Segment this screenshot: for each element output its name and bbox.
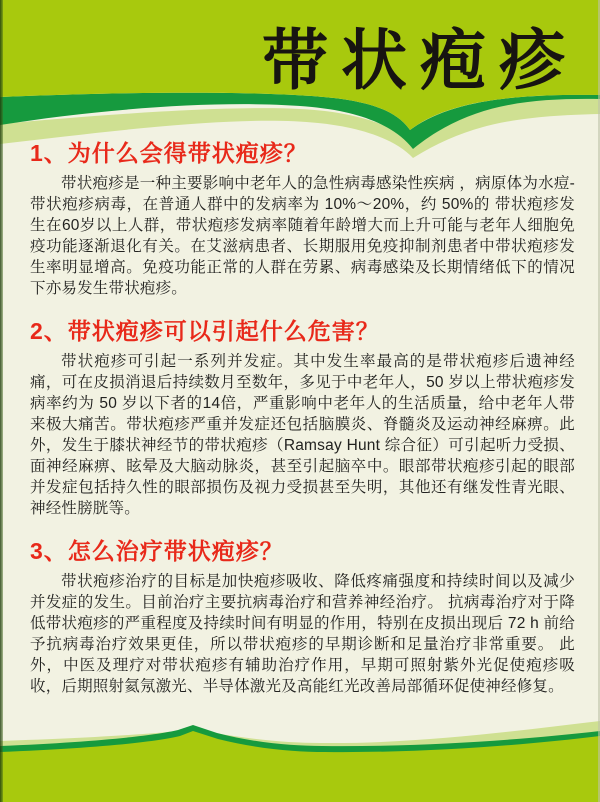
section-2-body: 带状疱疹可引起一系列并发症。其中发生率最高的是带状疱疹后遗神经痛，可在皮损消退后持续数月至数年，多见于中老年人，50 岁以上带状疱疹发病率约为 50 岁以下者的14倍，严重影响中老年人的生活质量，给中老年人带来极大痛苦。带状疱疹严重并发症还包括脑膜炎、脊髓炎及运动神经麻痹。此外，发生于膝状神经节的带状疱疹（Ramsay Hunt 综合征）可引起听力受损、面神经麻痹、眩晕及大脑动脉炎，甚至引起脑卒中。眼部带状疱疹引起的眼部并发症包括持久性的眼部损伤及视力受损甚至失明，其他还有继发性青光眼、神经性膀胱等。: [30, 353, 575, 517]
section-treatment-of-shingles: [30, 539, 575, 697]
section-1-body: 带状疱疹是一种主要影响中老年人的急性病毒感染性疾病 ，病原体为水痘-带状疱疹病毒，在普通人群中的发病率为 10%～20%，约 50%的 带状疱疹发生在60岁以上人群，带状疱疹发病率随着年龄增大而上升可能与老年人细胞免疫功能逐渐退化有关。在艾滋病患者、长期服用免疫抑制剂患者中带状疱疹发生率明显增高。免疫功能正常的人群在劳累、病毒感染及长期情绪低下的情况下亦易发生带状疱疹。: [30, 175, 575, 297]
section-2-heading: 2、带状疱疹可以引起什么危害？: [30, 318, 380, 344]
section-why-get-shingles: [30, 141, 575, 299]
section-3-body: 带状疱疹治疗的目标是加快疱疹吸收、降低疼痛强度和持续时间以及减少并发症的发生。目前治疗主要抗病毒治疗和营养神经治疗。 抗病毒治疗对于降低带状疱疹的严重程度及持续时间有明显的作用，特别在皮损出现后 72 h 前给予抗病毒治疗效果更佳，所以带状疱疹的早期诊断和足量治疗非常重要。 此外，中医及理疗对带状疱疹有辅助治疗作用，早期可照射紫外光促使疱疹吸收，后期照射氦氖激光、半导体激光及高能红光改善局部循环促使神经修复。: [30, 573, 575, 695]
section-1-heading: 1、为什么会得带状疱疹？: [30, 140, 308, 166]
poster-content: [30, 141, 575, 717]
section-3-heading: 3、怎么治疗带状疱疹？: [30, 538, 284, 564]
section-harms-of-shingles: [30, 319, 575, 519]
left-edge-trim: [0, 0, 3, 802]
poster-title: 带状疱疹: [262, 21, 578, 99]
